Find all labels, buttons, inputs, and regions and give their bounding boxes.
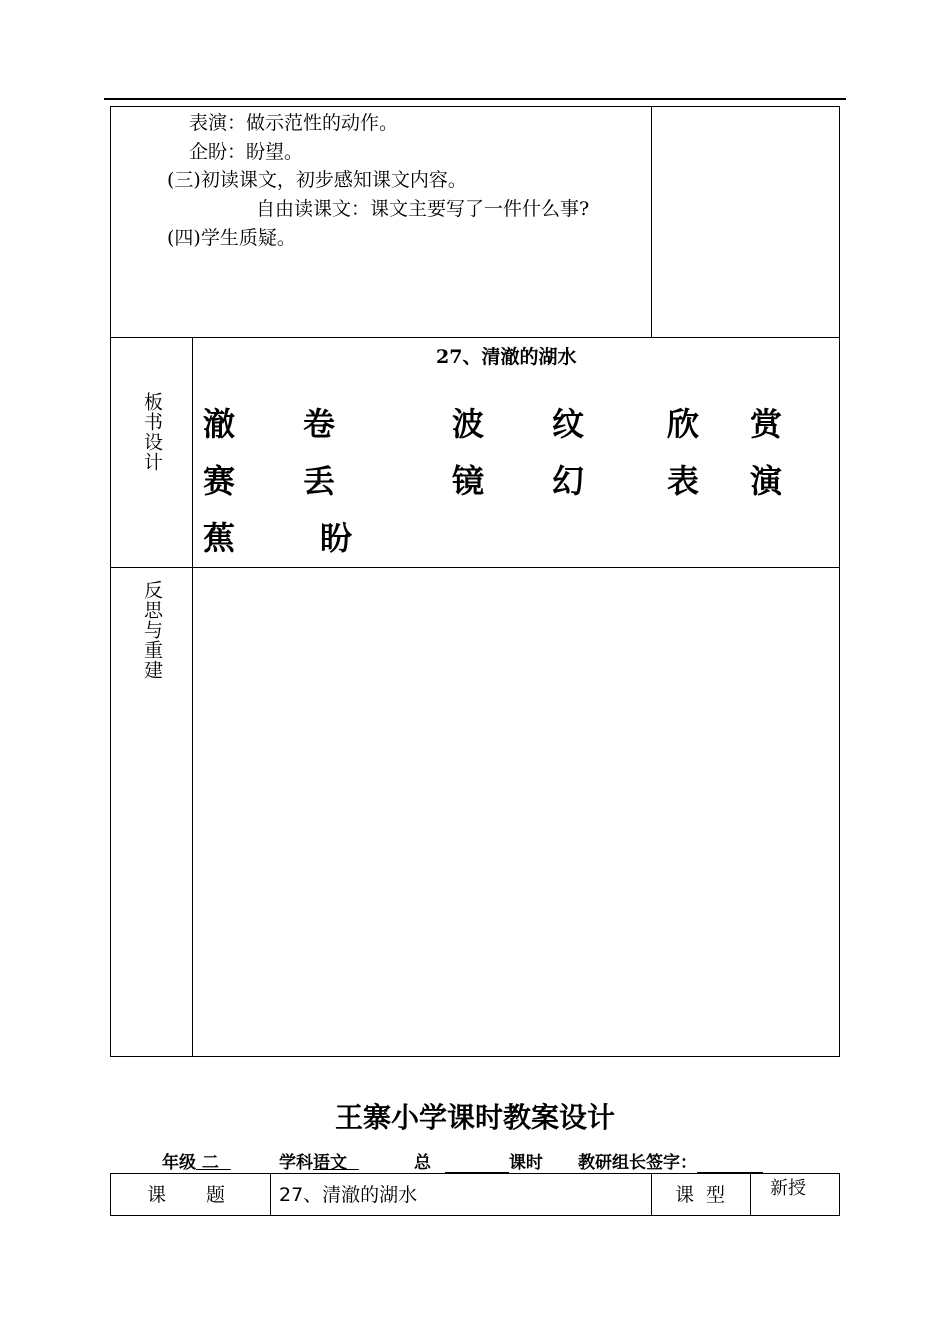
grade-field — [162, 1148, 231, 1173]
reflection-label: 反思与重建 — [141, 580, 163, 680]
process-line-3: (三)初读课文，初步感知课文内容。 — [167, 169, 467, 191]
process-line-1: 表演：做示范性的动作。 — [189, 112, 399, 134]
bb-char: 赏 — [750, 405, 783, 443]
lesson-divider-3 — [750, 1173, 751, 1216]
blackboard-title: 27、清澈的湖水 — [436, 346, 577, 368]
design-table — [110, 337, 840, 1057]
bb-char: 赛 — [203, 462, 236, 500]
bb-char: 欣 — [667, 405, 700, 443]
process-line-5: (四)学生质疑。 — [167, 227, 296, 249]
total-field — [414, 1148, 543, 1173]
bb-char: 盼 — [320, 519, 353, 557]
process-line-4: 自由读课文：课文主要写了一件什么事? — [256, 198, 590, 220]
bb-char: 演 — [750, 462, 783, 500]
sign-field — [578, 1148, 763, 1173]
period-label: 课时 — [508, 1153, 543, 1173]
bb-char: 卷 — [303, 405, 336, 443]
process-line-2: 企盼：盼望。 — [189, 141, 304, 163]
bb-char: 镜 — [452, 462, 485, 500]
section-divider — [110, 567, 840, 568]
blackboard-label: 板书设计 — [141, 392, 163, 472]
bb-char: 蕉 — [203, 519, 236, 557]
bb-char: 澈 — [203, 405, 236, 443]
lesson-value: 27、清澈的湖水 — [279, 1184, 418, 1206]
total-blank — [445, 1156, 509, 1173]
total-label: 总 — [414, 1153, 431, 1173]
bb-char: 纹 — [552, 405, 585, 443]
subject-label: 学科 — [279, 1153, 313, 1173]
bb-char: 波 — [452, 405, 485, 443]
bb-char: 表 — [667, 462, 700, 500]
document-title: 王寨小学课时教案设计 — [334, 1101, 615, 1134]
type-label: 课 型 — [675, 1184, 726, 1206]
header-rule — [104, 98, 846, 100]
process-notes-divider — [651, 106, 652, 338]
sign-blank — [697, 1156, 763, 1173]
subject-field — [279, 1148, 359, 1173]
sign-label: 教研组长签字： — [578, 1153, 697, 1173]
grade-label: 年级 — [162, 1153, 196, 1173]
grade-value: 二 — [201, 1153, 219, 1173]
bb-char: 丢 — [303, 462, 336, 500]
label-column-divider — [192, 337, 193, 1057]
bb-char: 幻 — [552, 462, 585, 500]
lesson-divider-1 — [270, 1173, 271, 1216]
subject-value: 语文 — [313, 1153, 347, 1173]
type-value: 新授 — [770, 1178, 806, 1199]
lesson-label: 课 题 — [147, 1184, 226, 1206]
lesson-divider-2 — [651, 1173, 652, 1216]
